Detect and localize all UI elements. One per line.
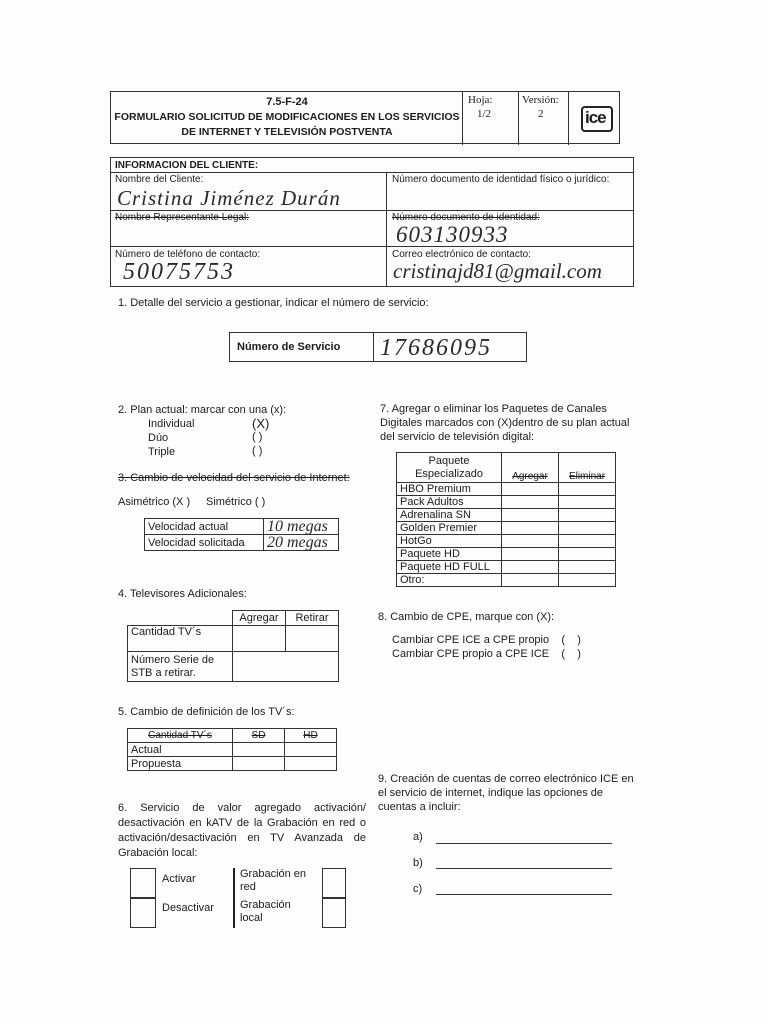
table-row [397, 561, 616, 574]
package-name: HotGo [397, 535, 502, 548]
version-cell [518, 92, 569, 145]
table-row [128, 743, 337, 757]
network-recording-label: Grabación en red [240, 868, 307, 893]
service-number-box [229, 332, 527, 362]
package-name: Paquete HD FULL [397, 561, 502, 574]
package-remove-cell[interactable] [559, 509, 616, 522]
asymmetric-option[interactable]: Asimétrico (X ) [118, 496, 191, 508]
section5-title: 5. Cambio de definición de los TV´s: [118, 706, 295, 718]
tv-add-cell[interactable] [233, 626, 286, 652]
table-row [128, 729, 337, 743]
network-recording-checkbox[interactable] [322, 868, 346, 898]
table-row [397, 522, 616, 535]
client-name-label: Nombre del Cliente: [115, 174, 204, 185]
deactivate-label: Desactivar [162, 902, 214, 914]
client-info-box [110, 157, 634, 287]
email-option-c-label: c) [413, 883, 423, 895]
sd-actual-cell[interactable] [233, 743, 285, 757]
col-sd: SD [233, 729, 285, 743]
package-remove-cell[interactable] [559, 535, 616, 548]
package-remove-cell[interactable] [559, 496, 616, 509]
divider [386, 172, 387, 287]
email-option-c-line[interactable] [436, 894, 612, 895]
package-add-cell[interactable] [502, 509, 559, 522]
package-name: Adrenalina SN [397, 509, 502, 522]
package-add-cell[interactable] [502, 522, 559, 535]
client-section-title: INFORMACION DEL CLIENTE: [115, 160, 259, 171]
id-doc-label: Número documento de identidad físico o jurídico: [392, 174, 610, 185]
table-row [397, 453, 616, 483]
form-code: 7.5-F-24 [266, 96, 308, 108]
table-row [397, 509, 616, 522]
package-add-cell[interactable] [502, 548, 559, 561]
plan-duo-mark[interactable]: ( ) [252, 431, 263, 443]
activate-label: Activar [162, 873, 196, 885]
package-name: HBO Premium [397, 483, 502, 496]
section8-title: 8. Cambio de CPE, marque con (X): [378, 611, 555, 623]
form-header [110, 91, 620, 144]
symmetric-option[interactable]: Simétrico ( ) [206, 496, 266, 508]
table-row [128, 652, 339, 682]
table-row [145, 535, 339, 551]
table-row [397, 574, 616, 587]
package-remove-cell[interactable] [559, 483, 616, 496]
package-remove-cell[interactable] [559, 574, 616, 587]
col-add: Agregar [233, 611, 286, 626]
section4-title: 4. Televisores Adicionales: [118, 588, 247, 600]
stb-serial-cell[interactable] [233, 652, 339, 682]
ice-logo [581, 106, 613, 132]
email-label: Correo electrónico de contacto: [392, 249, 531, 260]
package-remove-cell[interactable] [559, 548, 616, 561]
email-option-a-line[interactable] [436, 843, 612, 844]
plan-individual-mark[interactable]: (X) [252, 416, 270, 431]
cpe-ice-to-own-option[interactable]: Cambiar CPE ICE a CPE propio ( ) [392, 634, 581, 646]
package-remove-cell[interactable] [559, 522, 616, 535]
legal-rep-label: Nombre Representante Legal: [115, 212, 249, 223]
col-package-remove: Eliminar [559, 453, 616, 483]
divider [373, 333, 374, 361]
package-name: Golden Premier [397, 522, 502, 535]
table-row [145, 519, 339, 535]
header-title-cell [111, 92, 463, 145]
divider [233, 868, 235, 928]
activate-checkbox[interactable] [130, 868, 156, 898]
section2-title: 2. Plan actual: marcar con una (x): [118, 404, 287, 416]
tv-count-label: Cantidad TV´s [128, 626, 233, 652]
plan-triple-label: Triple [148, 446, 176, 458]
row-proposed: Propuesta [128, 757, 233, 771]
client-name-value[interactable]: Cristina Jiménez Durán [117, 186, 341, 210]
package-name: Otro: [397, 574, 502, 587]
speed-requested-label: Velocidad solicitada [145, 535, 264, 551]
hoja-value: 1/2 [477, 108, 492, 120]
sd-proposed-cell[interactable] [233, 757, 285, 771]
col-hd: HD [285, 729, 337, 743]
section1-title: 1. Detalle del servicio a gestionar, indicar el número de servicio: [118, 297, 429, 309]
speed-table [144, 518, 339, 551]
form-title-line1: FORMULARIO SOLICITUD DE MODIFICACIONES EN LOS SERVICIOS [114, 111, 460, 123]
local-recording-label: Grabación local [240, 899, 291, 924]
version-label: Versión: [522, 94, 559, 106]
empty-cell [128, 611, 233, 626]
phone-value[interactable]: 50075753 [123, 259, 235, 285]
packages-table [396, 452, 616, 587]
plan-individual-label: Individual [148, 418, 195, 430]
table-row [397, 483, 616, 496]
divider [111, 246, 633, 247]
rep-id-label: Número documento de identidad: [392, 212, 540, 223]
package-remove-cell[interactable] [559, 561, 616, 574]
col-tv-count: Cantidad TV´s [128, 729, 233, 743]
package-add-cell[interactable] [502, 496, 559, 509]
definition-table [127, 728, 337, 771]
package-add-cell[interactable] [502, 574, 559, 587]
plan-triple-mark[interactable]: ( ) [252, 445, 263, 457]
stb-serial-label: Número Serie de STB a retirar. [128, 652, 233, 682]
cpe-own-to-ice-option[interactable]: Cambiar CPE propio a CPE ICE ( ) [392, 648, 581, 660]
table-row [397, 496, 616, 509]
package-add-cell[interactable] [502, 535, 559, 548]
speed-current-label: Velocidad actual [145, 519, 264, 535]
version-value: 2 [538, 108, 544, 120]
section3-title: 3. Cambio de velocidad del servicio de Internet: [118, 472, 350, 484]
package-add-cell[interactable] [502, 483, 559, 496]
rep-id-value[interactable]: 603130933 [396, 222, 509, 247]
local-recording-checkbox[interactable] [322, 898, 346, 928]
table-row [128, 757, 337, 771]
email-option-a-label: a) [413, 831, 423, 843]
speed-requested-value[interactable]: 20 megas [264, 535, 339, 551]
form-title-line2: DE INTERNET Y TELEVISIÓN POSTVENTA [181, 126, 393, 138]
email-option-b-label: b) [413, 857, 423, 869]
hoja-cell [463, 92, 519, 145]
row-actual: Actual [128, 743, 233, 757]
phone-label: Número de teléfono de contacto: [115, 249, 261, 260]
additional-tv-table [127, 610, 339, 682]
divider [111, 172, 633, 173]
table-row [128, 626, 339, 652]
table-row [397, 535, 616, 548]
email-value[interactable]: cristinajd81@gmail.com [393, 259, 602, 283]
plan-duo-label: Dúo [148, 432, 169, 444]
section7-title: 7. Agregar o eliminar los Paquetes de Canales Digitales marcados con (X)dentro de su plan actual del servicio de televisión digital: [380, 403, 630, 443]
package-name: Paquete HD [397, 548, 502, 561]
hd-proposed-cell[interactable] [285, 757, 337, 771]
tv-remove-cell[interactable] [286, 626, 339, 652]
package-name: Pack Adultos [397, 496, 502, 509]
col-package: Paquete Especializado [397, 453, 502, 483]
section9-title: 9. Creación de cuentas de correo electrónico ICE en el servicio de internet, indique las opciones de cuentas a incluir: [378, 773, 634, 813]
hd-actual-cell[interactable] [285, 743, 337, 757]
hoja-label: Hoja: [468, 94, 493, 106]
section6-title: 6. Servicio de valor agregado activación/ desactivación en kATV de la Grabación en red o activación/desactivación en TV Avanzada de Grabación local: [118, 802, 366, 859]
table-row [128, 611, 339, 626]
col-remove: Retirar [286, 611, 339, 626]
table-row [397, 548, 616, 561]
package-add-cell[interactable] [502, 561, 559, 574]
speed-current-value[interactable]: 10 megas [264, 519, 339, 535]
deactivate-checkbox[interactable] [130, 898, 156, 928]
service-number-value[interactable]: 17686095 [380, 335, 492, 361]
service-number-label: Número de Servicio [237, 341, 341, 353]
email-option-b-line[interactable] [436, 868, 612, 869]
ice-logo-text: ice [585, 108, 606, 127]
col-package-add: Agregar [502, 453, 559, 483]
